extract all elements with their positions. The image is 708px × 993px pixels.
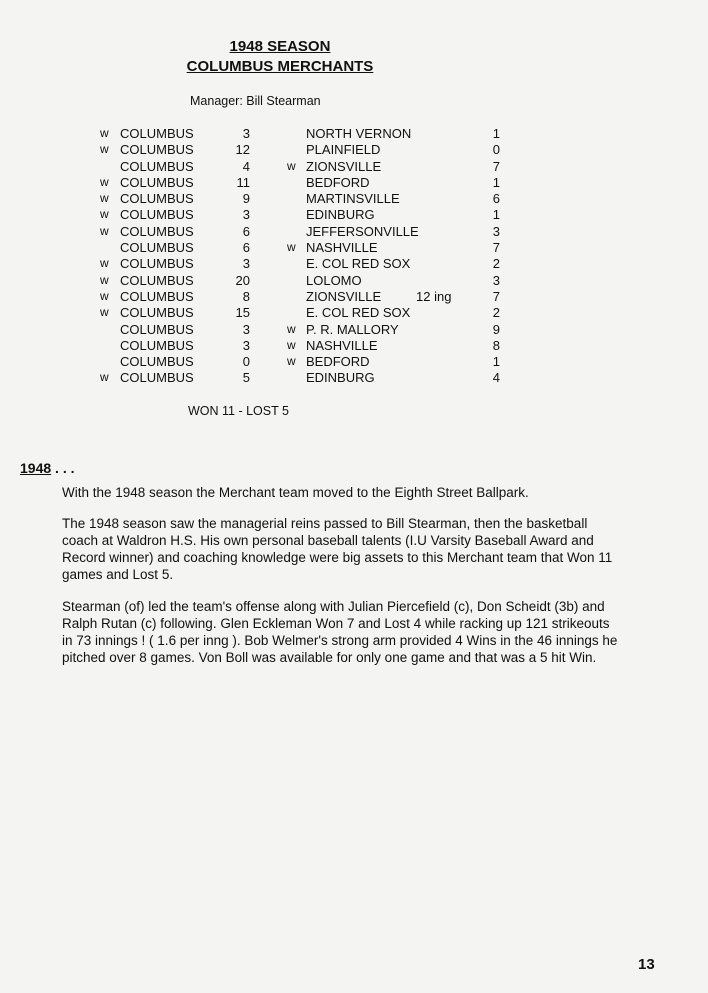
team-name: COLUMBUS: [120, 174, 194, 190]
section-dots: . . .: [51, 460, 75, 476]
team-name: COLUMBUS: [120, 370, 194, 386]
paragraph-1: With the 1948 season the Merchant team moved to the Eighth Street Ballpark.: [62, 485, 529, 500]
opponent-name: E. COL RED SOX: [306, 256, 411, 272]
page-number: 13: [638, 956, 655, 973]
season-record: WON 11 - LOST 5: [188, 404, 289, 418]
opponent-name: EDINBURG: [306, 370, 375, 386]
opponent-score: 0: [492, 142, 500, 158]
opponent-win-marker: w: [287, 321, 296, 336]
opponent-name: ZIONSVILLE: [306, 288, 382, 304]
opponent-score: 2: [492, 256, 500, 272]
team-name: COLUMBUS: [120, 240, 194, 256]
team-name: COLUMBUS: [120, 354, 194, 370]
team-score: 12: [235, 142, 250, 158]
team-score: 3: [242, 337, 250, 353]
opponent-name: MARTINSVILLE: [306, 191, 400, 207]
opponent-name: BEDFORD: [306, 174, 370, 190]
opponent-score: 7: [492, 240, 500, 256]
opponent-name: PLAINFIELD: [306, 142, 381, 158]
win-marker: w: [100, 256, 109, 271]
win-marker: w: [100, 126, 109, 140]
opponent-name: EDINBURG: [306, 207, 375, 223]
opponent-name: LOLOMO: [306, 272, 362, 288]
team-name: COLUMBUS: [120, 337, 194, 353]
opponent-win-marker: w: [287, 158, 296, 173]
manager-line: Manager: Bill Stearman: [190, 94, 321, 108]
win-marker: w: [100, 223, 109, 238]
team-name: COLUMBUS: [120, 158, 194, 174]
opponent-score: 7: [492, 158, 500, 174]
win-marker: w: [100, 207, 109, 222]
opponent-score: 2: [492, 305, 500, 321]
opponent-score: 1: [492, 174, 500, 190]
paragraph-2: The 1948 season saw the managerial reins passed to Bill Stearman, then the basketball coach at Waldron H.S. His own personal baseball talents (I.U Varsity Baseball Award and Record winner) and coaching knowledge were big assets to this Merchant team that Won 11 games and Lost 5.: [62, 516, 613, 582]
win-marker: w: [100, 272, 109, 287]
opponent-name: NASHVILLE: [306, 240, 378, 256]
section-year: 1948: [20, 460, 52, 476]
team-score: 3: [242, 126, 250, 141]
team-score: 0: [242, 354, 250, 370]
opponent-score: 8: [492, 337, 500, 353]
season-title: 1948 SEASON: [229, 38, 331, 55]
team-name: COLUMBUS: [120, 256, 194, 272]
opponent-name: ZIONSVILLE: [306, 158, 382, 174]
team-score: 20: [235, 272, 250, 288]
team-score: 9: [242, 191, 250, 207]
team-score: 5: [242, 370, 250, 386]
team-score: 3: [242, 207, 250, 223]
team-score: 3: [242, 321, 250, 337]
team-score: 11: [236, 174, 250, 190]
team-name: COLUMBUS: [120, 207, 194, 223]
opponent-win-marker: w: [287, 337, 296, 352]
team-name: COLUMBUS: [120, 321, 194, 337]
team-score: 8: [242, 288, 250, 304]
team-name: COLUMBUS: [120, 305, 194, 321]
opponent-name: JEFFERSONVILLE: [306, 223, 419, 239]
team-score: 6: [242, 240, 250, 256]
team-name: COLUMBUS: [120, 142, 194, 158]
opponent-score: 1: [492, 354, 500, 370]
team-name: COLUMBUS: [120, 126, 194, 141]
team-name: COLUMBUS: [120, 191, 194, 207]
opponent-score: 1: [492, 207, 500, 223]
opponent-score: 1: [492, 126, 500, 141]
win-marker: w: [100, 370, 109, 385]
opponent-name: P. R. MALLORY: [306, 321, 399, 337]
win-marker: w: [100, 142, 109, 157]
team-score: 3: [242, 256, 250, 272]
opponent-score: 3: [492, 223, 500, 239]
team-score: 6: [242, 223, 250, 239]
team-name: COLUMBUS: [120, 223, 194, 239]
section-heading: [20, 460, 75, 476]
opponent-score: 7: [492, 288, 500, 304]
opponent-score: 4: [492, 370, 500, 386]
win-marker: w: [100, 305, 109, 320]
team-name: COLUMBUS: [120, 272, 194, 288]
opponent-name: E. COL RED SOX: [306, 305, 411, 321]
opponent-win-marker: w: [287, 240, 296, 255]
paragraph-3: Stearman (of) led the team's offense along with Julian Piercefield (c), Don Scheidt (3b) and Ralph Rutan (c) following. Glen Eckleman Won 7 and Lost 4 while racking up 121 strikeouts in 73 innings ! ( 1.6 per inng ). Bob Welmer's strong arm provided 4 Wins in the 46 innings he pitched over 8 games. Von Boll was available for only one game and that was a 5 hit Win.: [62, 599, 618, 665]
opponent-win-marker: w: [287, 354, 296, 369]
win-marker: w: [100, 288, 109, 303]
win-marker: w: [100, 174, 109, 189]
opponent-score: 6: [492, 191, 500, 207]
team-name: COLUMBUS: [120, 288, 194, 304]
team-title: COLUMBUS MERCHANTS: [186, 58, 374, 75]
opponent-name: NORTH VERNON: [306, 126, 412, 141]
win-marker: w: [100, 191, 109, 206]
team-score: 15: [235, 305, 250, 321]
opponent-name: BEDFORD: [306, 354, 370, 370]
team-score: 4: [242, 158, 250, 174]
opponent-name: NASHVILLE: [306, 337, 378, 353]
game-note: 12 ing: [416, 288, 452, 304]
opponent-score: 3: [492, 272, 500, 288]
opponent-score: 9: [492, 321, 500, 337]
